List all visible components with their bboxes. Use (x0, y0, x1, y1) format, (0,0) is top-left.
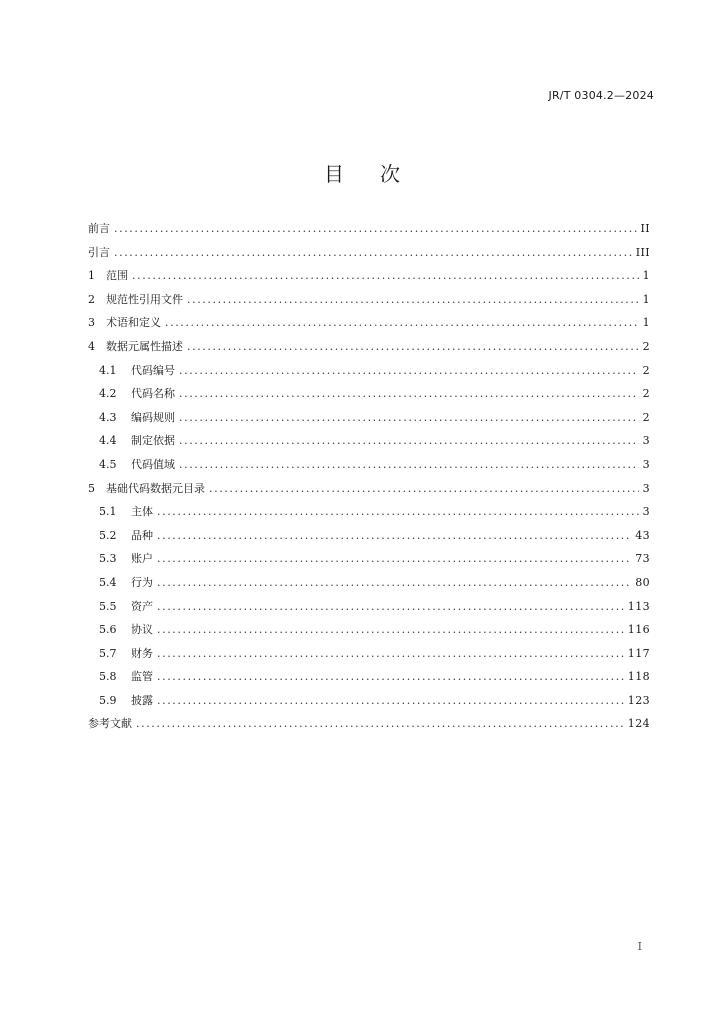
toc-row-agreement[interactable] (88, 618, 650, 642)
dot-leader (187, 288, 639, 312)
toc-section-number: 5.4 (99, 575, 117, 589)
dot-leader (114, 241, 632, 265)
toc-page-number: 117 (627, 646, 650, 660)
toc-label: 范围 (106, 269, 128, 283)
toc-row-scope[interactable] (88, 264, 650, 288)
toc-row-coding-rules[interactable] (88, 406, 650, 430)
toc-row-subject[interactable] (88, 500, 650, 524)
toc-page-number: 1 (642, 316, 650, 330)
toc-row-basic-code-catalog[interactable] (88, 477, 650, 501)
toc-row-basis[interactable] (88, 429, 650, 453)
toc-label: 编码规则 (131, 410, 175, 424)
toc-label: 账户 (131, 552, 153, 566)
dot-leader (132, 264, 639, 288)
toc-page-number: 118 (627, 670, 650, 684)
toc-row-code-value-domain[interactable] (88, 453, 650, 477)
dot-leader (179, 359, 639, 383)
toc-page-number: 2 (642, 387, 650, 401)
toc-row-code-name[interactable] (88, 382, 650, 406)
toc-page-number: 1 (642, 269, 650, 283)
toc-row-supervision[interactable] (88, 665, 650, 689)
toc-page-number: 113 (627, 599, 650, 613)
toc-page-number: 2 (642, 339, 650, 353)
toc-row-data-element-attributes[interactable] (88, 335, 650, 359)
toc-row-behavior[interactable] (88, 571, 650, 595)
toc-label: 前言 (88, 222, 110, 235)
toc-page-number: 116 (627, 623, 650, 637)
toc-label: 协议 (131, 623, 153, 637)
toc-label: 引言 (88, 245, 110, 259)
toc-section-number: 4.1 (99, 363, 117, 377)
toc-section-number: 5.9 (99, 693, 117, 707)
toc-section-number: 4.4 (99, 434, 117, 448)
page-title (0, 158, 724, 187)
toc-row-finance[interactable] (88, 642, 650, 666)
toc-page-number: III (635, 245, 650, 259)
dot-leader (179, 453, 639, 477)
dot-leader (157, 595, 624, 619)
dot-leader (136, 712, 624, 736)
toc-page-number: 43 (635, 528, 650, 542)
toc-section-number: 5.7 (99, 646, 117, 660)
table-of-contents (88, 217, 650, 736)
dot-leader (157, 618, 624, 642)
toc-section-number: 2 (88, 292, 95, 306)
toc-row-introduction[interactable] (88, 241, 650, 265)
toc-row-disclosure[interactable] (88, 689, 650, 713)
toc-label: 行为 (131, 575, 153, 589)
toc-section-number: 5 (88, 481, 95, 495)
dot-leader (157, 571, 631, 595)
toc-label: 披露 (131, 693, 153, 707)
toc-label: 术语和定义 (106, 316, 161, 330)
toc-label: 监管 (131, 670, 153, 684)
dot-leader (157, 524, 631, 548)
toc-row-terms-definitions[interactable] (88, 311, 650, 335)
toc-row-code-number[interactable] (88, 359, 650, 383)
standard-number: JR/T 0304.2—2024 (548, 89, 654, 102)
toc-section-number: 5.8 (99, 670, 117, 684)
title-part-1: 目 (324, 162, 344, 186)
toc-page-number: 3 (642, 457, 650, 471)
toc-page-number: 73 (635, 552, 650, 566)
toc-label: 制定依据 (131, 434, 175, 448)
toc-section-number: 5.5 (99, 599, 117, 613)
toc-row-account[interactable] (88, 547, 650, 571)
dot-leader (179, 406, 639, 430)
dot-leader (157, 642, 624, 666)
toc-page-number: 2 (642, 363, 650, 377)
toc-label: 品种 (131, 528, 153, 542)
toc-section-number: 5.6 (99, 623, 117, 637)
toc-label: 数据元属性描述 (106, 339, 183, 353)
dot-leader (157, 665, 624, 689)
dot-leader (187, 335, 639, 359)
toc-label: 代码名称 (131, 387, 175, 401)
toc-page-number: 3 (642, 505, 650, 519)
toc-label: 代码编号 (131, 363, 175, 377)
toc-row-bibliography[interactable] (88, 712, 650, 736)
toc-label: 主体 (131, 505, 153, 519)
toc-section-number: 4.2 (99, 387, 117, 401)
toc-label: 财务 (131, 646, 153, 660)
footer-page-number: I (637, 940, 642, 953)
title-part-2: 次 (380, 162, 400, 186)
toc-page-number: II (640, 222, 650, 235)
toc-row-assets[interactable] (88, 595, 650, 619)
dot-leader (157, 547, 631, 571)
dot-leader (114, 217, 637, 241)
toc-row-foreword[interactable] (88, 217, 650, 241)
toc-section-number: 5.1 (99, 505, 117, 519)
toc-section-number: 4.3 (99, 410, 117, 424)
toc-section-number: 1 (88, 269, 95, 283)
toc-section-number: 5.3 (99, 552, 117, 566)
toc-row-normative-references[interactable] (88, 288, 650, 312)
toc-label: 规范性引用文件 (106, 292, 183, 306)
toc-section-number: 4 (88, 339, 95, 353)
toc-page-number: 2 (642, 410, 650, 424)
toc-page-number: 124 (627, 717, 650, 731)
toc-page-number: 3 (642, 481, 650, 495)
dot-leader (179, 382, 639, 406)
toc-page-number: 123 (627, 693, 650, 707)
toc-section-number: 3 (88, 316, 95, 330)
toc-label: 资产 (131, 599, 153, 613)
toc-label: 基础代码数据元目录 (106, 481, 205, 495)
dot-leader (157, 689, 624, 713)
dot-leader (209, 477, 639, 501)
toc-row-variety[interactable] (88, 524, 650, 548)
toc-label: 参考文献 (88, 717, 132, 731)
dot-leader (165, 311, 639, 335)
toc-section-number: 5.2 (99, 528, 117, 542)
dot-leader (157, 500, 639, 524)
dot-leader (179, 429, 639, 453)
toc-page-number: 1 (642, 292, 650, 306)
toc-page-number: 3 (642, 434, 650, 448)
toc-section-number: 4.5 (99, 457, 117, 471)
toc-page-number: 80 (635, 575, 650, 589)
toc-label: 代码值域 (131, 457, 175, 471)
